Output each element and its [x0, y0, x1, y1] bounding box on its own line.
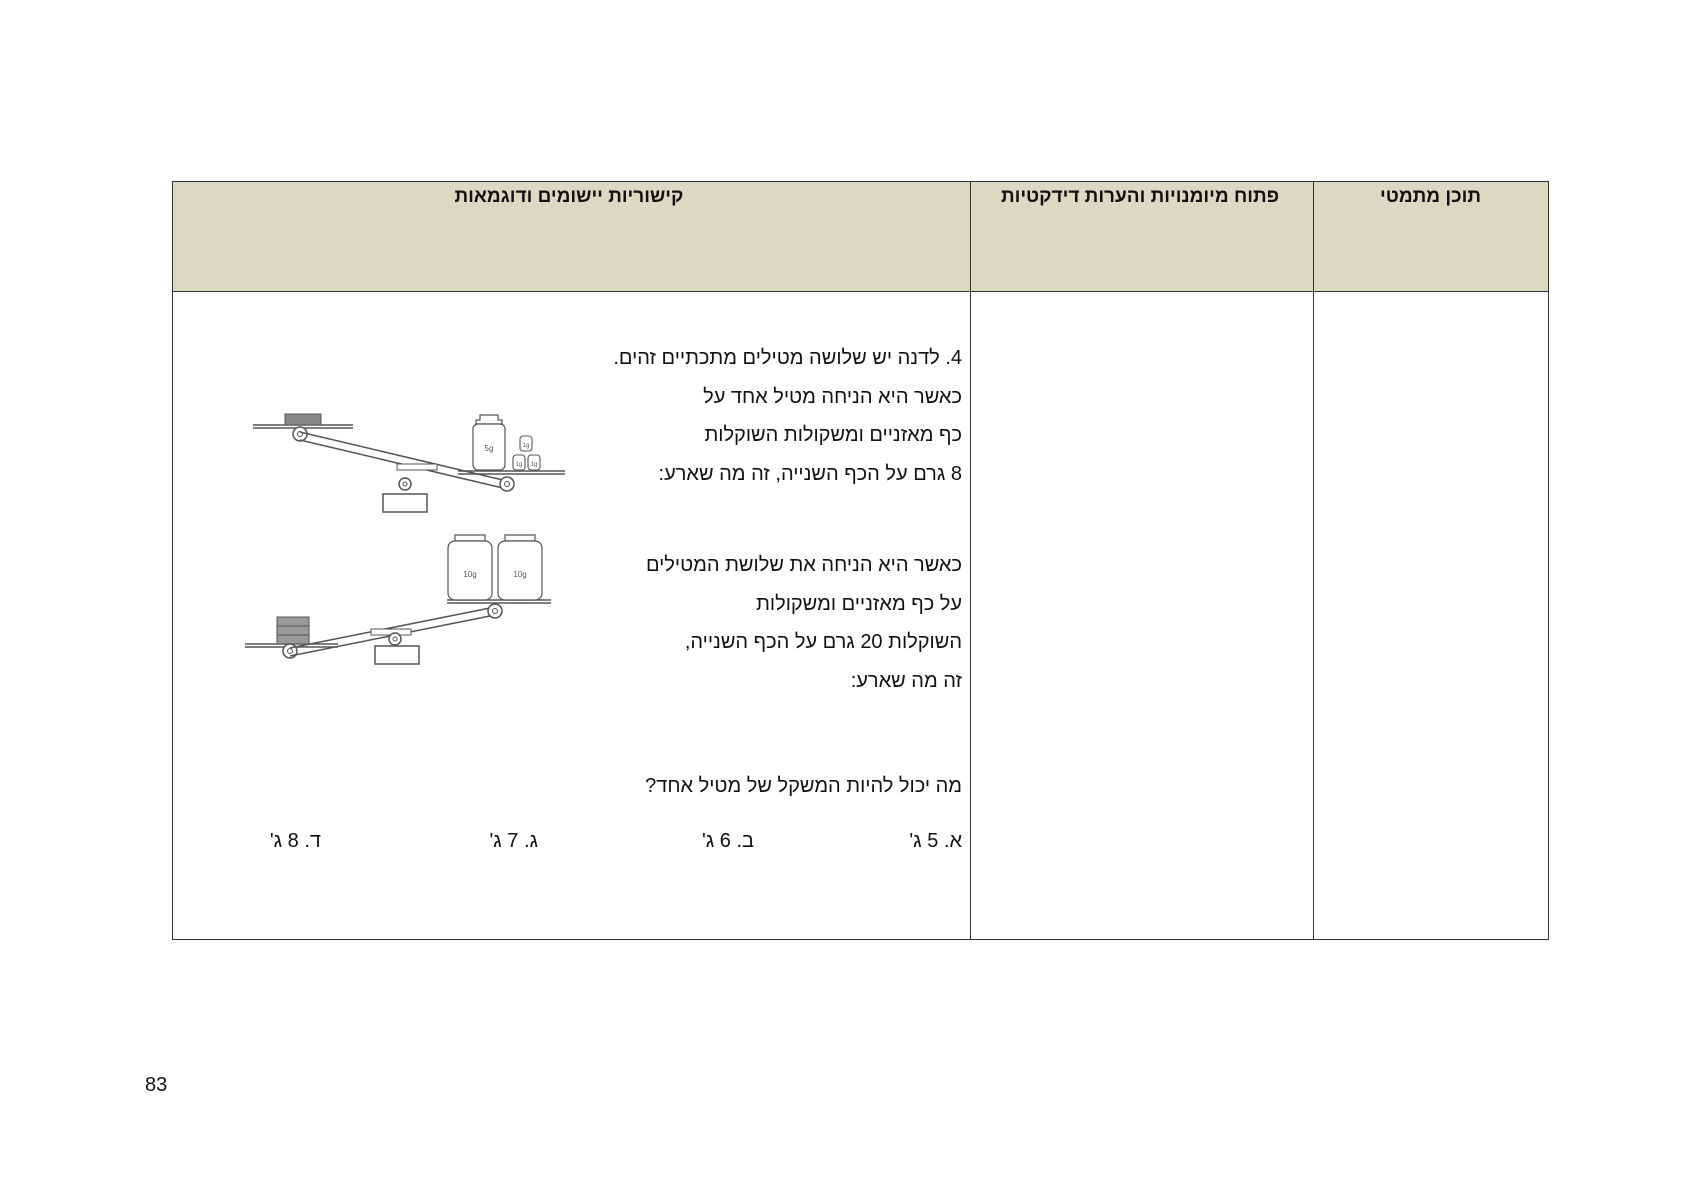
option-a: א. 5 ג' — [909, 830, 962, 852]
table-header-row — [173, 182, 1548, 292]
column-divider — [970, 182, 971, 939]
question-line: השוקלות 20 גרם על הכף השנייה, — [684, 631, 962, 653]
curriculum-table — [172, 181, 1549, 940]
header-skills-notes: פתוח מיומנויות והערות דידקטיות — [1000, 186, 1280, 207]
header-applications: קישוריות יישומים ודוגמאות — [454, 186, 684, 207]
question-line: כאשר היא הניחה את שלושת המטילים — [645, 554, 962, 576]
metal-bar — [277, 626, 309, 635]
question-line: 4. לדנה יש שלושה מטילים מתכתיים זהים. — [613, 347, 962, 369]
question-line: כף מאזניים ומשקולות השוקלות — [704, 424, 962, 446]
column-divider — [1313, 182, 1314, 939]
weight-label: 1g — [522, 443, 530, 449]
weight-label: 10g — [463, 570, 477, 579]
metal-bar — [285, 414, 321, 425]
scale-illustration-1 — [243, 402, 643, 522]
question-line: על כף מאזניים ומשקולות — [756, 592, 962, 615]
metal-bar — [277, 635, 309, 644]
question-second-part — [646, 546, 962, 700]
header-math-content: תוכן מתמטי — [1380, 186, 1481, 207]
option-b: ב. 6 ג' — [701, 830, 754, 852]
question-line: כאשר היא הניחה מטיל אחד על — [703, 385, 962, 408]
option-d: ד. 8 ג' — [269, 830, 321, 852]
question-line: זה מה שארע: — [850, 669, 962, 692]
question-prompt: מה יכול להיות המשקל של מטיל אחד? — [645, 775, 962, 797]
option-c: ג. 7 ג' — [489, 830, 538, 852]
question-line: 8 גרם על הכף השנייה, זה מה שארע: — [658, 462, 962, 485]
weight-label: 1g — [515, 462, 523, 468]
weight-label: 1g — [530, 462, 538, 468]
weight-label: 5g — [484, 444, 494, 453]
metal-bar — [277, 617, 309, 626]
weight-label: 10g — [513, 570, 527, 579]
question-intro — [613, 339, 962, 493]
scale-illustration-2 — [235, 527, 635, 667]
page-number: 83 — [145, 1074, 168, 1096]
